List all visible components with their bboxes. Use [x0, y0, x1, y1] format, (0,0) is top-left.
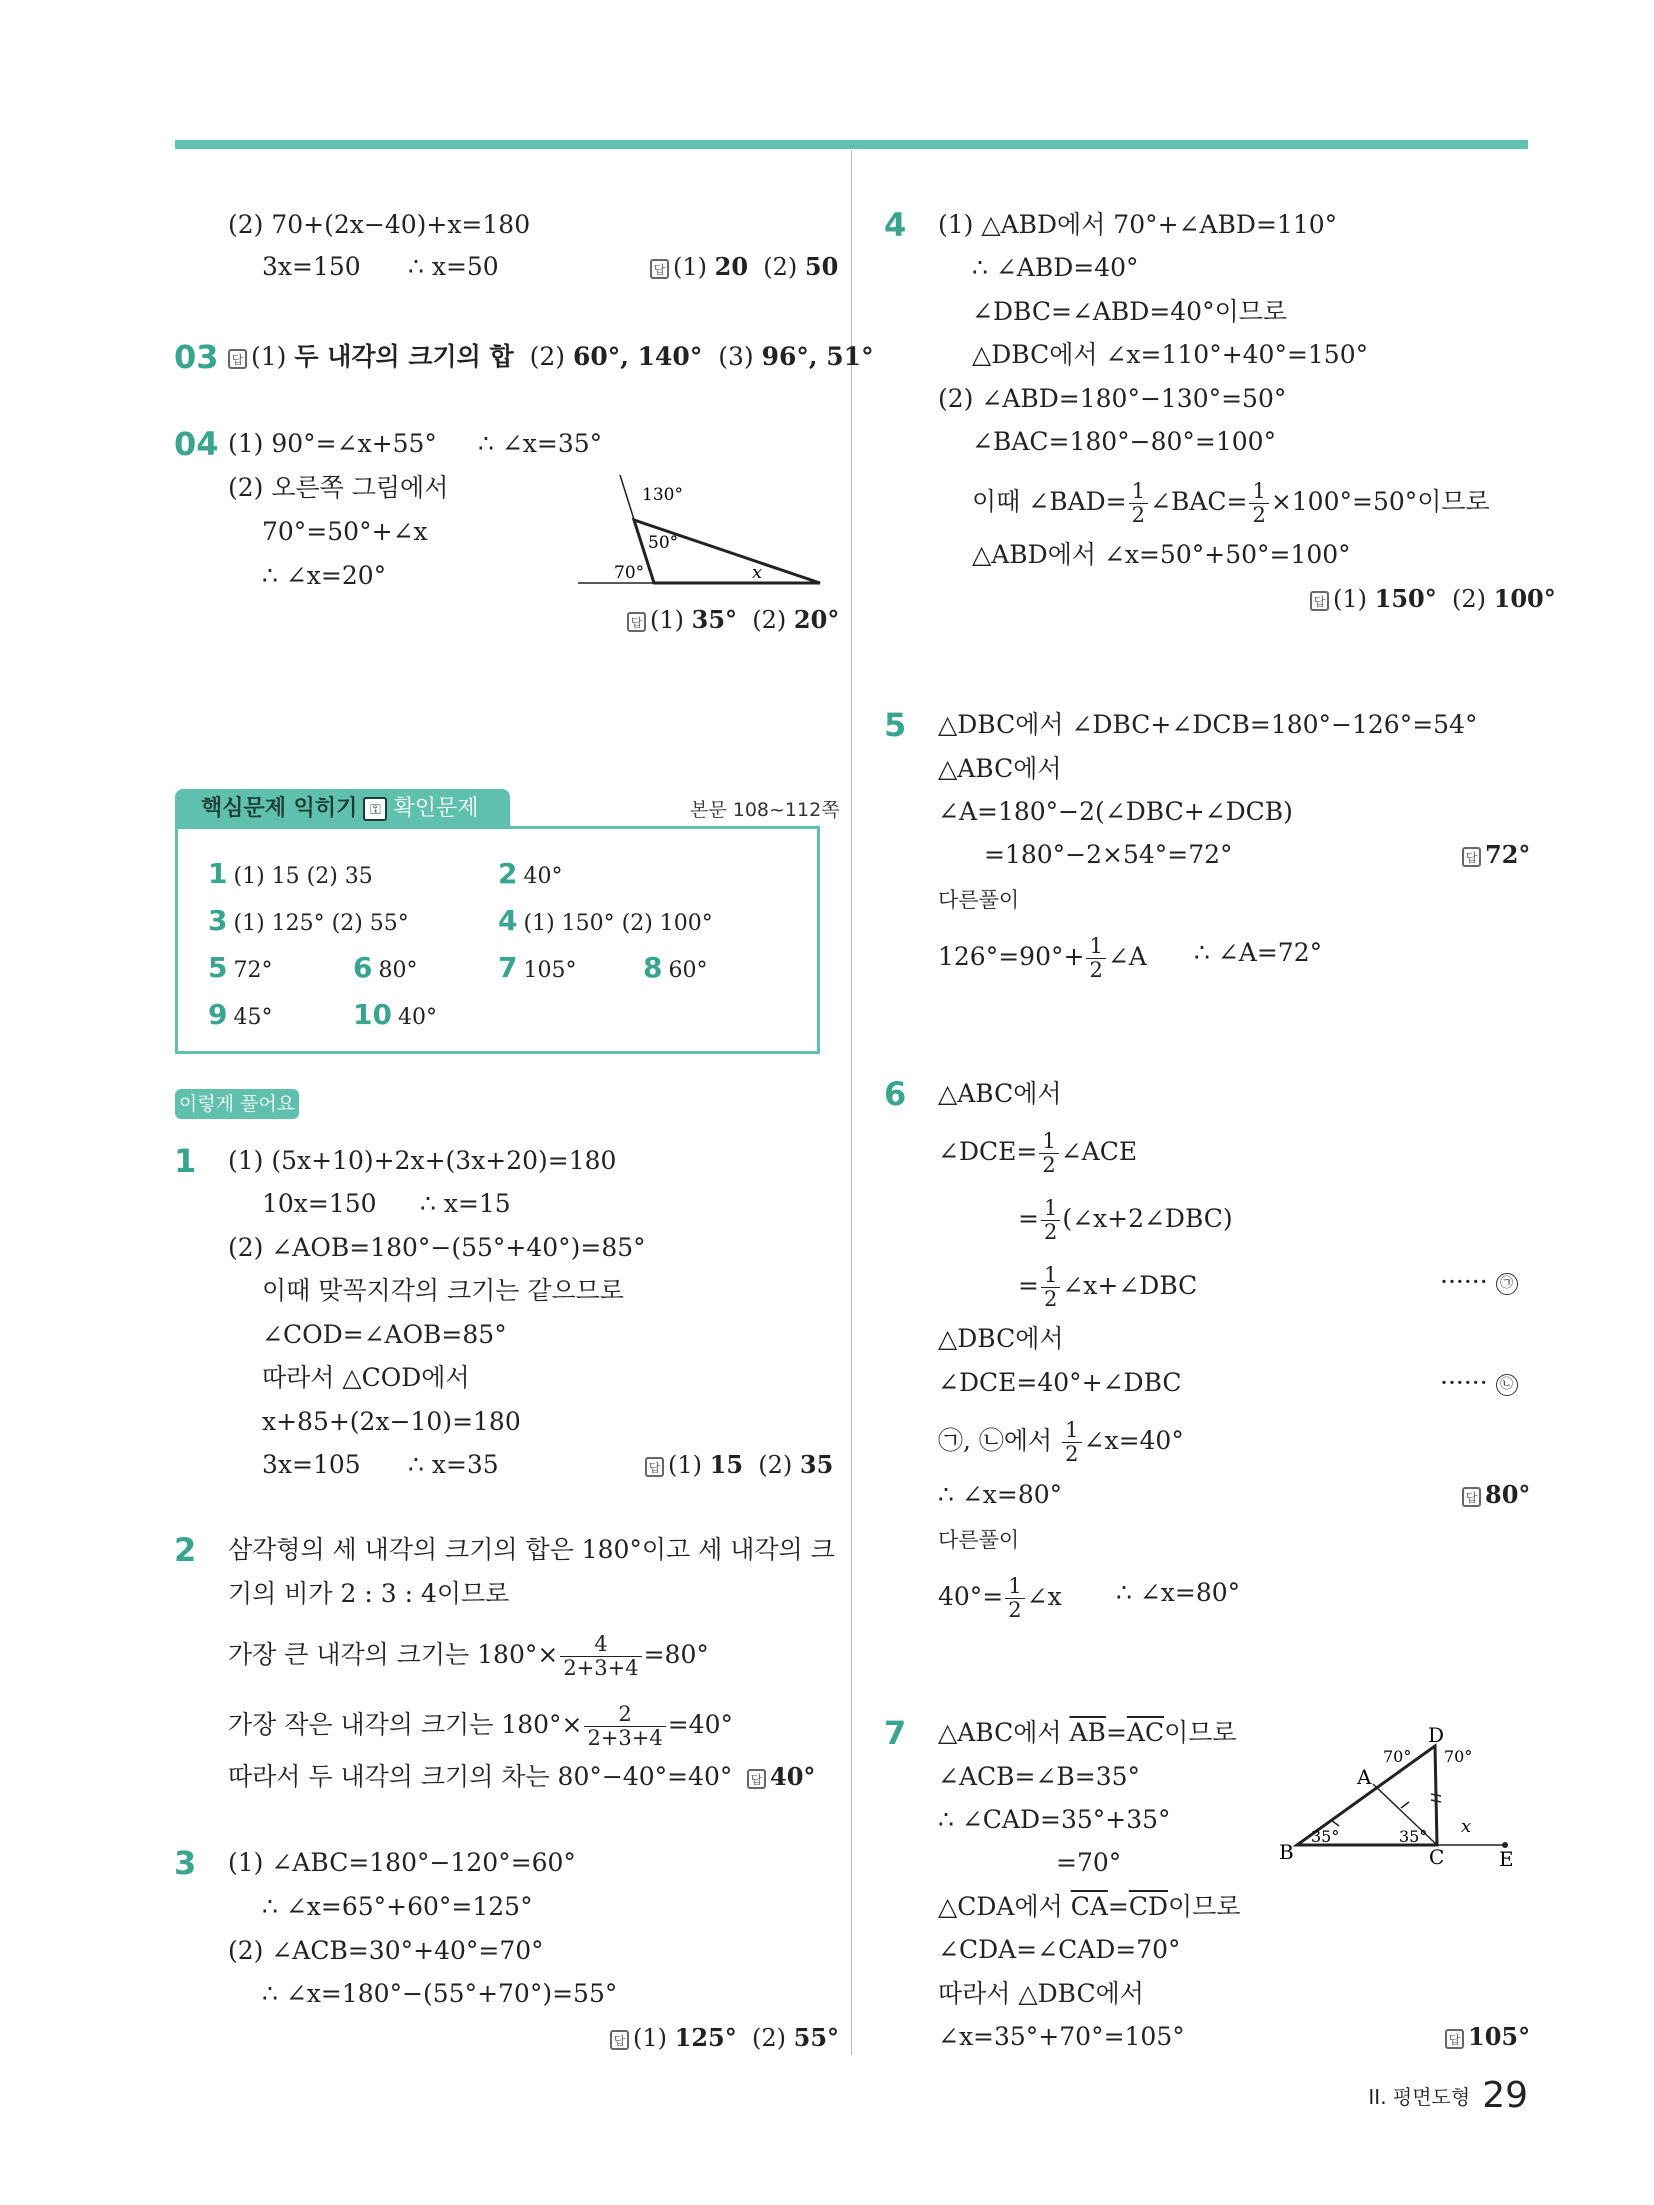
q6-line5: △DBC에서 — [938, 1324, 1064, 1353]
section-label: II. 평면도형 — [1368, 2085, 1471, 2109]
q6-number: 6 — [884, 1075, 907, 1113]
answer-icon: 답 — [1445, 2029, 1464, 2049]
q6-answer: 답 80° — [1462, 1478, 1530, 1512]
q5-line4: =180°−2×54°=72° — [984, 840, 1233, 869]
q4-line7: 이때 ∠BAD= $\frac{1}{2}$ ∠BAC= $\frac{1}{2}$ ×100°=50°이므로 — [972, 479, 1490, 527]
label-c: C — [1429, 1845, 1445, 1869]
angle-35-c: 35° — [1399, 1827, 1428, 1846]
q4-line4: △DBC에서 ∠x=110°+40°=150° — [972, 340, 1369, 369]
solution-badge: 이렇게 풀어요 — [175, 1089, 299, 1119]
q7-line2: ∠ACB=∠B=35° — [938, 1762, 1141, 1791]
core-item-6: 6 80° — [353, 951, 418, 984]
p04-line2: (2) 오른쪽 그림에서 — [228, 473, 449, 502]
q2-line4: 가장 작은 내각의 크기는 180°× $\frac{2}{2+3+4}$ =40° — [228, 1702, 733, 1750]
core-problems-reference: 본문 108~112쪽 — [690, 799, 840, 821]
q6-line6: ∠DCE=40°+∠DBC — [938, 1368, 1182, 1397]
q1-number: 1 — [174, 1142, 197, 1180]
q5-alt-solution-label: 다른풀이 — [938, 888, 1020, 912]
tick-cd-1 — [1431, 1794, 1441, 1796]
angle-130: 130° — [642, 485, 683, 505]
tick-ac — [1401, 1802, 1409, 1808]
q1-line5: ∠COD=∠AOB=85° — [262, 1320, 507, 1349]
angle-70-a: 70° — [1383, 1747, 1412, 1766]
q1-line4: 이때 맞꼭지각의 크기는 같으므로 — [262, 1276, 624, 1305]
q6-line4: = $\frac{1}{2}$ ∠x+∠DBC — [1018, 1263, 1198, 1311]
q6-line7: ㉠, ㉡에서 $\frac{1}{2}$ ∠x=40° — [938, 1418, 1184, 1466]
angle-x: x — [1461, 1816, 1472, 1837]
answer-icon: 답 — [228, 349, 247, 369]
p02-line2b: ∴ x=50 — [408, 252, 499, 281]
q6-marker1: ······ ㉠ — [1440, 1265, 1518, 1299]
q1-line7: x+85+(2x−10)=180 — [262, 1407, 521, 1436]
q4-line1: (1) △ABD에서 70°+∠ABD=110° — [938, 210, 1338, 239]
q6-line1: △ABC에서 — [938, 1079, 1062, 1108]
q1-line6: 따라서 △COD에서 — [262, 1363, 470, 1392]
q3-answer: 답 (1) 125° (2) 55° — [610, 2021, 839, 2055]
top-accent-bar — [175, 140, 1528, 149]
page-footer — [1368, 2075, 1528, 2116]
angle-70: 70° — [614, 563, 645, 583]
q2-line3: 가장 큰 내각의 크기는 180°× $\frac{4}{2+3+4}$ =80° — [228, 1632, 709, 1680]
q6-marker2: ······ ㉡ — [1440, 1366, 1518, 1400]
key-icon: ⚿ — [363, 797, 387, 821]
q2-line2: 기의 비가 2 : 3 : 4이므로 — [228, 1579, 510, 1608]
core-item-8: 8 60° — [643, 951, 708, 984]
q7-line6: ∠CDA=∠CAD=70° — [938, 1935, 1181, 1964]
core-item-1: 1 (1) 15 (2) 35 — [208, 857, 373, 890]
q7-triangle-figure — [1265, 1712, 1535, 1872]
q2-line5: 따라서 두 내각의 크기의 차는 80°−40°=40° — [228, 1762, 733, 1791]
core-item-7: 7 105° — [498, 951, 577, 984]
q7-line8: ∠x=35°+70°=105° — [938, 2022, 1185, 2051]
q6-line2: ∠DCE= $\frac{1}{2}$ ∠ACE — [938, 1129, 1138, 1177]
p03-number: 03 — [174, 338, 219, 376]
answer-icon: 답 — [627, 612, 646, 632]
q1-line8b: ∴ x=35 — [408, 1450, 499, 1479]
q5-line3: ∠A=180°−2(∠DBC+∠DCB) — [938, 797, 1293, 826]
q5-line5c: ∴ ∠A=72° — [1194, 938, 1323, 967]
angle-70-b: 70° — [1444, 1747, 1473, 1766]
core-problems-tab: 핵심문제 익히기 ⚿ 확인문제 — [175, 789, 510, 829]
p04-number: 04 — [174, 425, 219, 463]
p04-line3: 70°=50°+∠x — [262, 517, 428, 546]
q2-answer: 답 40° — [747, 1760, 815, 1794]
q4-line8: △ABD에서 ∠x=50°+50°=100° — [972, 540, 1351, 569]
label-d: D — [1428, 1723, 1445, 1747]
core-item-3: 3 (1) 125° (2) 55° — [208, 904, 409, 937]
angle-50: 50° — [648, 533, 679, 553]
label-e: E — [1499, 1847, 1514, 1871]
q5-line1: △DBC에서 ∠DBC+∠DCB=180°−126°=54° — [938, 710, 1478, 739]
answer-icon: 답 — [1462, 1487, 1481, 1507]
tick-ab — [1331, 1820, 1339, 1826]
answer-icon: 답 — [747, 1769, 766, 1789]
q1-line3: (2) ∠AOB=180°−(55°+40°)=85° — [228, 1233, 646, 1262]
q1-line8a: 3x=105 — [262, 1450, 361, 1479]
column-divider — [851, 150, 852, 2055]
q4-number: 4 — [884, 206, 907, 244]
p03-answer: 답 (1) 두 내각의 크기의 합 (2) 60°, 140° (3) 96°, 51° — [228, 340, 874, 374]
answer-icon: 답 — [650, 259, 669, 279]
q1-answer: 답 (1) 15 (2) 35 — [645, 1448, 833, 1482]
q6-line9c: ∴ ∠x=80° — [1116, 1578, 1241, 1607]
q5-number: 5 — [884, 706, 907, 744]
q6-line3: = $\frac{1}{2}$ (∠x+2∠DBC) — [1018, 1196, 1233, 1244]
p04-line1a: (1) 90°=∠x+55° — [228, 429, 437, 458]
q7-line1: △ABC에서 $\overline{AB}=\overline{AC}$이므로 — [938, 1718, 1237, 1747]
tick-cd-2 — [1431, 1800, 1441, 1802]
p04-line1b: ∴ ∠x=35° — [478, 429, 603, 458]
answer-icon: 답 — [610, 2030, 629, 2050]
q6-line8: ∴ ∠x=80° — [938, 1480, 1063, 1509]
q1-line2a: 10x=150 — [262, 1189, 377, 1218]
label-a: A — [1357, 1765, 1372, 1789]
q4-line3: ∠DBC=∠ABD=40°이므로 — [972, 297, 1288, 326]
angle-x: x — [752, 562, 763, 583]
q4-line2: ∴ ∠ABD=40° — [972, 253, 1139, 282]
q1-line2b: ∴ x=15 — [420, 1189, 511, 1218]
core-item-9: 9 45° — [208, 998, 273, 1031]
q2-number: 2 — [174, 1531, 197, 1569]
answer-icon: 답 — [1462, 847, 1481, 867]
q3-number: 3 — [174, 1844, 197, 1882]
q4-answer: 답 (1) 150° (2) 100° — [1310, 582, 1556, 616]
q7-line5: △CDA에서 $\overline{CA}=\overline{CD}$이므로 — [938, 1892, 1241, 1921]
p04-answer: 답 (1) 35° (2) 20° — [627, 603, 839, 637]
q4-line5: (2) ∠ABD=180°−130°=50° — [938, 384, 1287, 413]
q6-line9: 40°= $\frac{1}{2}$ ∠x — [938, 1574, 1062, 1622]
q6-alt-solution-label: 다른풀이 — [938, 1528, 1020, 1552]
q7-line7: 따라서 △DBC에서 — [938, 1979, 1144, 2008]
core-item-4: 4 (1) 150° (2) 100° — [498, 904, 713, 937]
p04-line4: ∴ ∠x=20° — [262, 561, 387, 590]
core-item-10: 10 40° — [353, 998, 437, 1031]
p02-answer: 답 (1) 20 (2) 50 — [650, 250, 838, 284]
q5-answer: 답 72° — [1462, 838, 1530, 872]
label-b: B — [1279, 1840, 1294, 1864]
answer-icon: 답 — [1310, 591, 1329, 611]
core-item-5: 5 72° — [208, 951, 273, 984]
q7-number: 7 — [884, 1714, 907, 1752]
q1-line1: (1) (5x+10)+2x+(3x+20)=180 — [228, 1146, 617, 1175]
q3-line2: ∴ ∠x=65°+60°=125° — [262, 1892, 533, 1921]
q7-line3: ∴ ∠CAD=35°+35° — [938, 1805, 1171, 1834]
q5-line5: 126°=90°+ $\frac{1}{2}$ ∠A — [938, 934, 1147, 982]
p04-triangle-figure — [570, 470, 830, 590]
q2-line1: 삼각형의 세 내각의 크기의 합은 180°이고 세 내각의 크 — [228, 1535, 835, 1564]
answer-icon: 답 — [645, 1457, 664, 1477]
p02-line1: (2) 70+(2x−40)+x=180 — [228, 210, 531, 239]
q3-line3: (2) ∠ACB=30°+40°=70° — [228, 1936, 544, 1965]
q3-line4: ∴ ∠x=180°−(55°+70°)=55° — [262, 1979, 618, 2008]
q5-line2: △ABC에서 — [938, 754, 1062, 783]
q4-line6: ∠BAC=180°−80°=100° — [972, 427, 1277, 456]
page-number: 29 — [1482, 2075, 1528, 2116]
q7-line4: =70° — [1056, 1848, 1122, 1877]
angle-35-b: 35° — [1311, 1827, 1340, 1846]
core-item-2: 2 40° — [498, 857, 563, 890]
q7-answer: 답 105° — [1445, 2020, 1530, 2054]
p02-line2a: 3x=150 — [262, 252, 361, 281]
q3-line1: (1) ∠ABC=180°−120°=60° — [228, 1848, 576, 1877]
